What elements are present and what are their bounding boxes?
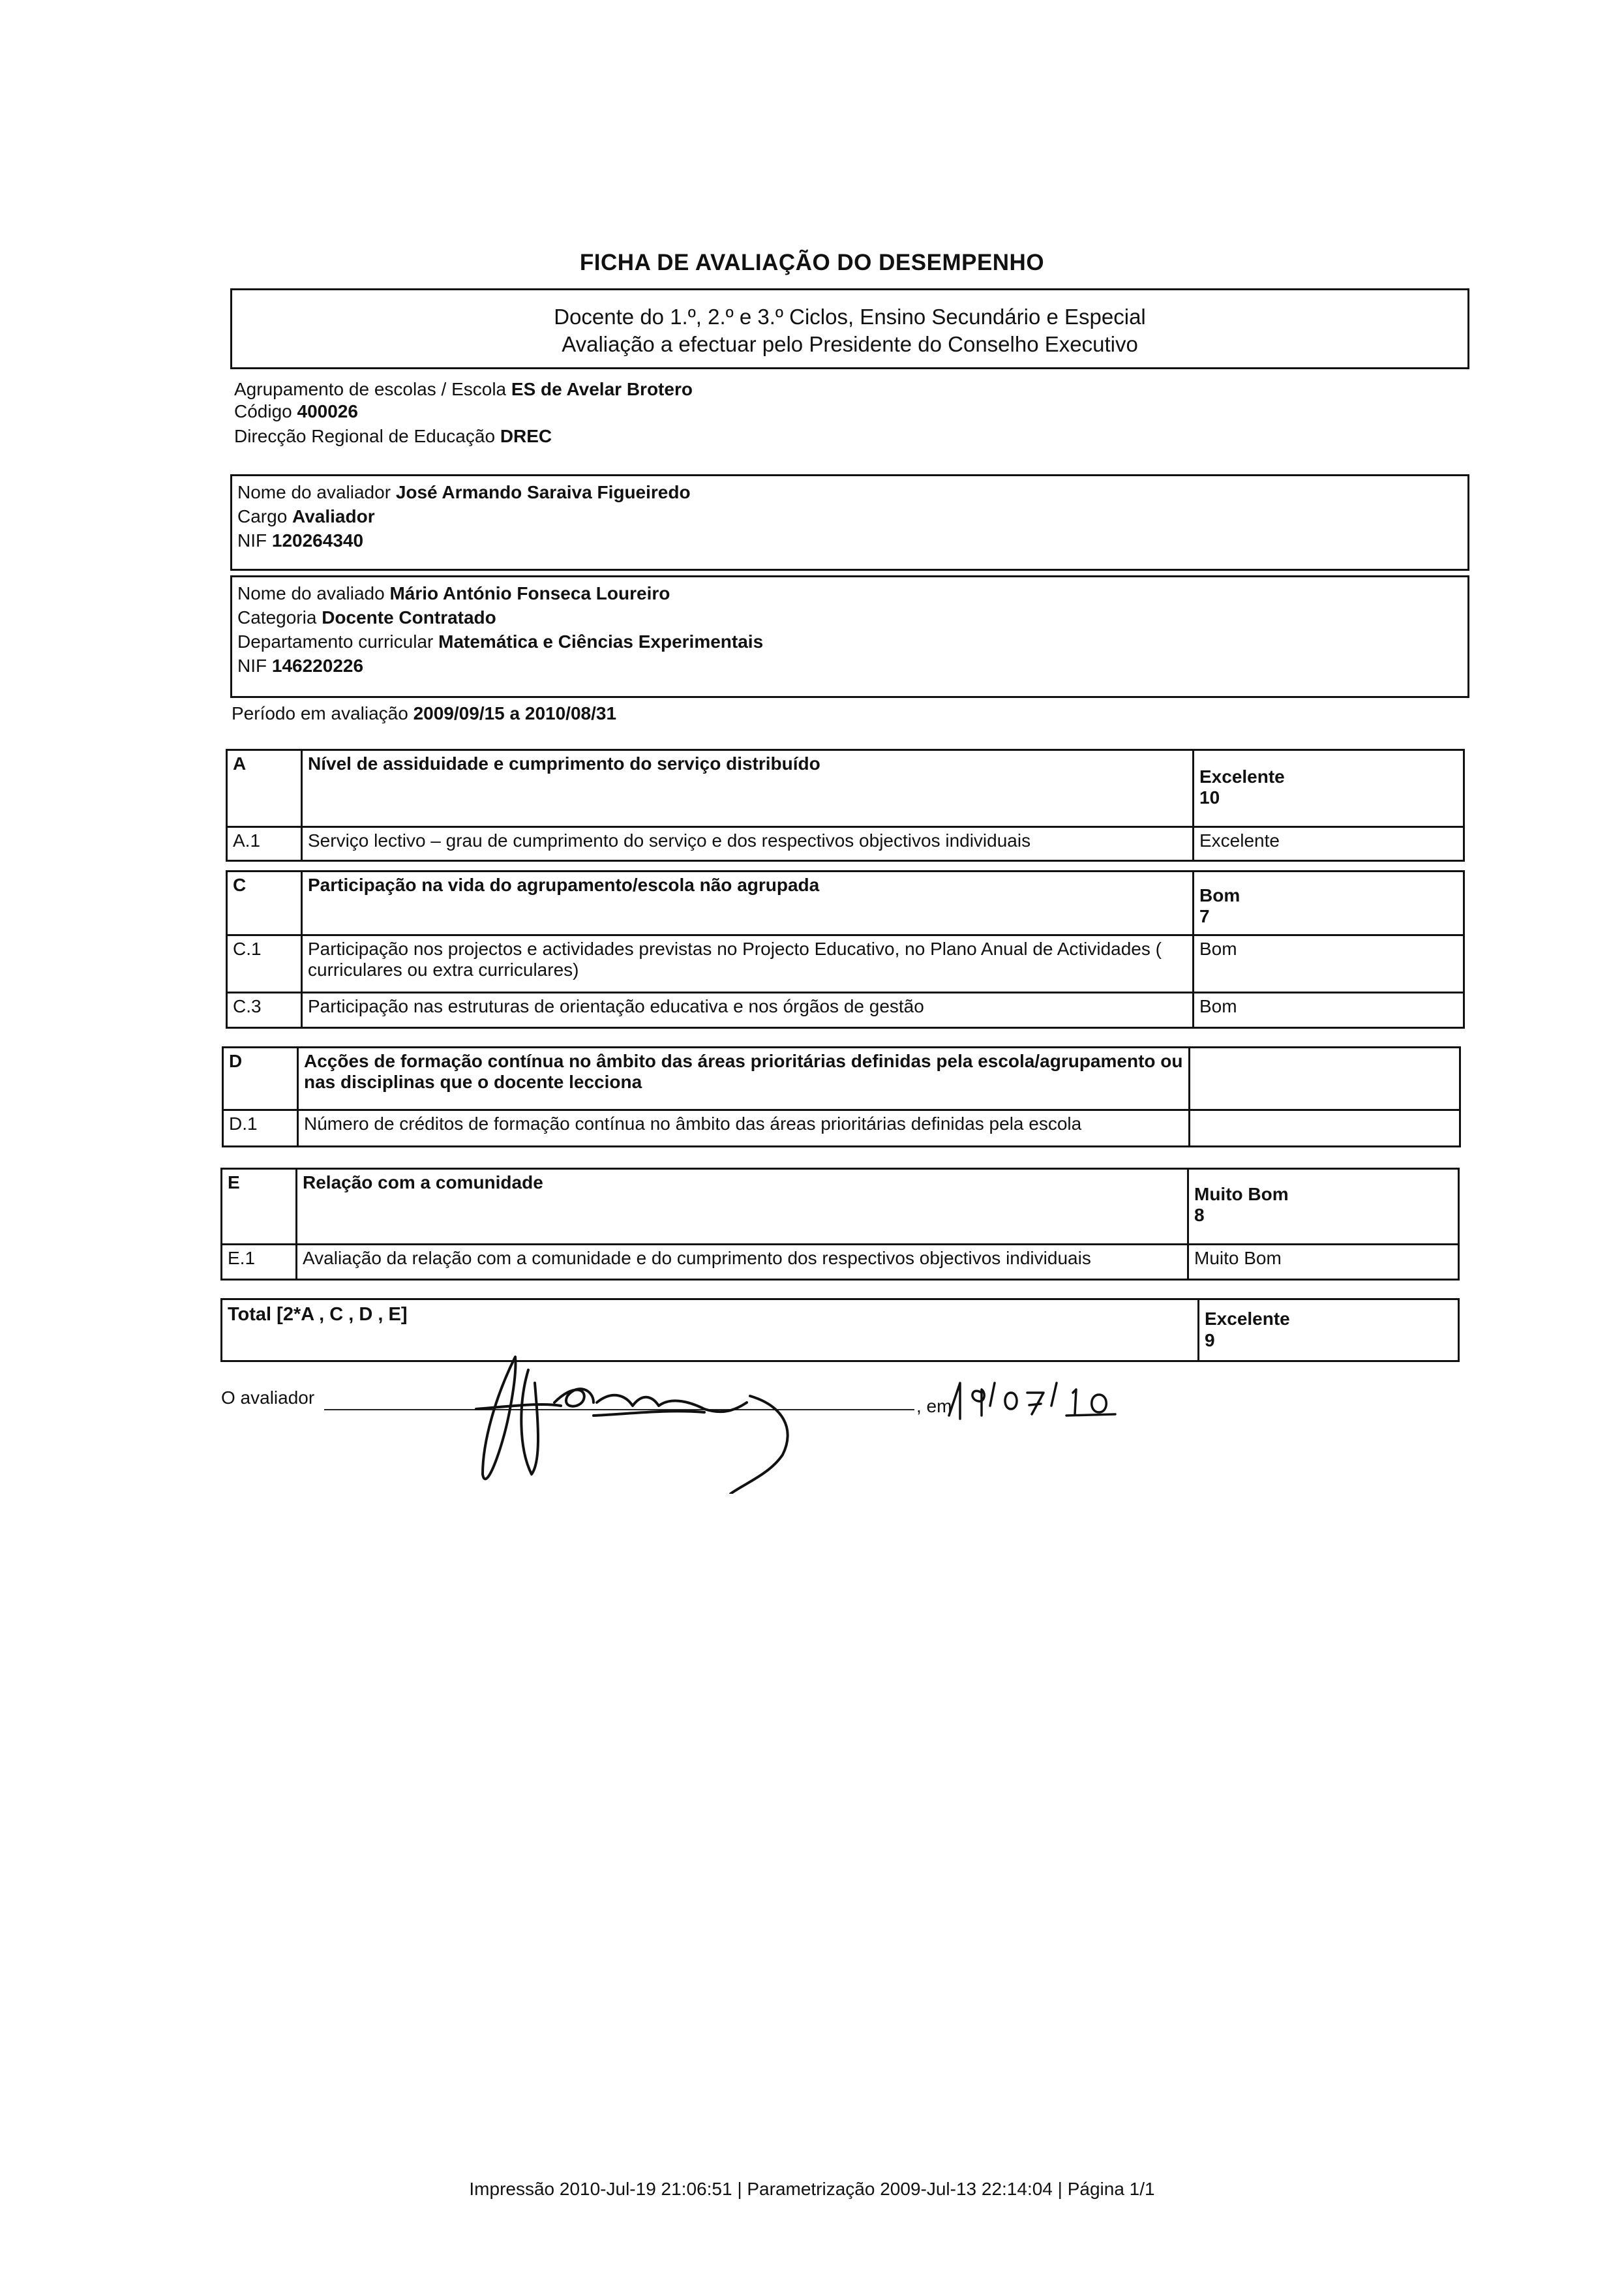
item-rating: Excelente	[1194, 827, 1464, 861]
avaliado-nif	[237, 654, 1462, 678]
section-score: 10	[1199, 787, 1220, 808]
section-rating: Muito Bom	[1194, 1184, 1289, 1204]
avaliado-nome	[237, 581, 1462, 605]
school-direccao	[234, 424, 552, 448]
item-text: Avaliação da relação com a comunidade e do cumprimento dos respectivos objectivos individuais	[297, 1245, 1188, 1280]
item-text: Participação nos projectos e actividades previstas no Projecto Educativo, no Plano Anual de Actividades ( curriculares ou extra curriculares)	[302, 935, 1194, 993]
document-title: FICHA DE AVALIAÇÃO DO DESEMPENHO	[579, 250, 1045, 275]
section-title: Nível de assiduidade e cumprimento do serviço distribuído	[302, 750, 1194, 827]
avaliado-categoria	[237, 605, 1462, 629]
item-code: E.1	[222, 1245, 297, 1280]
section-score: 7	[1199, 906, 1210, 926]
avaliado-nome-value: Mário António Fonseca Loureiro	[389, 583, 670, 603]
avaliador-cargo	[237, 504, 1462, 528]
avaliado-categoria-label: Categoria	[237, 607, 317, 628]
handwritten-signature	[457, 1344, 822, 1494]
total-score: 9	[1205, 1330, 1215, 1350]
avaliado-nome-label: Nome do avaliado	[237, 583, 385, 603]
section-c-table	[226, 870, 1465, 1029]
section-code: E	[222, 1169, 297, 1245]
section-d-table	[222, 1046, 1461, 1147]
avaliador-nif-label: NIF	[237, 530, 267, 551]
avaliador-nome-value: José Armando Saraiva Figueiredo	[395, 482, 691, 502]
avaliador-cargo-label: Cargo	[237, 506, 288, 526]
subtitle-line-1: Docente do 1.º, 2.º e 3.º Ciclos, Ensino Secundário e Especial	[554, 305, 1146, 329]
section-code: A	[227, 750, 302, 827]
avaliado-nif-value: 146220226	[271, 656, 364, 676]
section-c-item-row	[227, 935, 1464, 993]
section-e-item-row	[222, 1245, 1459, 1280]
item-text: Participação nas estruturas de orientação educativa e nos órgãos de gestão	[302, 993, 1194, 1028]
avaliador-nome-label: Nome do avaliador	[237, 482, 391, 502]
print-footer: Impressão 2010-Jul-19 21:06:51 | Parametrização 2009-Jul-13 22:14:04 | Página 1/1	[469, 2179, 1155, 2199]
avaliador-nif	[237, 528, 1462, 553]
item-text: Número de créditos de formação contínua no âmbito das áreas prioritárias definidas pela escola	[298, 1110, 1190, 1147]
periodo-label: Período em avaliação	[232, 703, 408, 723]
total-rating: Excelente	[1205, 1309, 1290, 1329]
section-a-item-row	[227, 827, 1464, 861]
section-e-header-row	[222, 1169, 1459, 1245]
avaliador-nome	[237, 480, 1462, 504]
codigo-value: 400026	[297, 401, 358, 421]
section-score-cell	[1194, 750, 1464, 827]
total-score-cell	[1197, 1300, 1458, 1360]
periodo-value: 2009/09/15 a 2010/08/31	[413, 703, 617, 723]
signature-label: O avaliador	[221, 1387, 315, 1408]
section-title: Acções de formação contínua no âmbito das áreas prioritárias definidas pela escola/agrupamento ou nas disciplinas que o docente lecciona	[298, 1048, 1190, 1110]
subtitle-line-2: Avaliação a efectuar pelo Presidente do Conselho Executivo	[562, 332, 1138, 356]
periodo-avaliacao	[232, 703, 616, 724]
item-rating	[1190, 1110, 1460, 1147]
total-box	[220, 1298, 1460, 1362]
avaliado-nif-label: NIF	[237, 656, 267, 676]
section-c-header-row	[227, 872, 1464, 935]
section-d-header-row	[223, 1048, 1460, 1110]
section-a-header-row	[227, 750, 1464, 827]
item-code: D.1	[223, 1110, 298, 1147]
signature-date-prefix: , em	[916, 1396, 952, 1416]
direccao-value: DREC	[500, 426, 552, 446]
section-score: 8	[1194, 1205, 1205, 1225]
section-code: C	[227, 872, 302, 935]
item-rating: Bom	[1194, 993, 1464, 1028]
codigo-label: Código	[234, 401, 292, 421]
item-code: A.1	[227, 827, 302, 861]
school-codigo	[234, 399, 358, 423]
item-rating: Bom	[1194, 935, 1464, 993]
section-score-cell	[1190, 1048, 1460, 1110]
section-title: Relação com a comunidade	[297, 1169, 1188, 1245]
section-score-cell	[1188, 1169, 1459, 1245]
avaliado-departamento-label: Departamento curricular	[237, 631, 434, 652]
section-a-table	[226, 749, 1465, 862]
avaliador-box	[230, 474, 1469, 571]
section-score-cell	[1194, 872, 1464, 935]
subtitle-box	[230, 288, 1469, 369]
school-agrupamento	[234, 377, 693, 401]
handwritten-date	[946, 1376, 1122, 1429]
direccao-label: Direcção Regional de Educação	[234, 426, 496, 446]
avaliador-nif-value: 120264340	[271, 530, 364, 551]
section-c-item-row	[227, 993, 1464, 1028]
agrupamento-label: Agrupamento de escolas / Escola	[234, 379, 507, 399]
section-rating: Excelente	[1199, 766, 1285, 787]
item-code: C.1	[227, 935, 302, 993]
item-code: C.3	[227, 993, 302, 1028]
total-label: Total [2*A , C , D , E]	[228, 1304, 408, 1325]
avaliado-departamento-value: Matemática e Ciências Experimentais	[438, 631, 764, 652]
agrupamento-value: ES de Avelar Brotero	[511, 379, 693, 399]
section-d-item-row	[223, 1110, 1460, 1147]
avaliador-cargo-value: Avaliador	[292, 506, 375, 526]
avaliado-departamento	[237, 629, 1462, 654]
avaliado-categoria-value: Docente Contratado	[322, 607, 496, 628]
section-code: D	[223, 1048, 298, 1110]
section-title: Participação na vida do agrupamento/escola não agrupada	[302, 872, 1194, 935]
section-e-table	[220, 1168, 1460, 1281]
avaliado-box	[230, 575, 1469, 698]
section-rating: Bom	[1199, 885, 1241, 905]
item-rating: Muito Bom	[1188, 1245, 1459, 1280]
item-text: Serviço lectivo – grau de cumprimento do serviço e dos respectivos objectivos individuais	[302, 827, 1194, 861]
